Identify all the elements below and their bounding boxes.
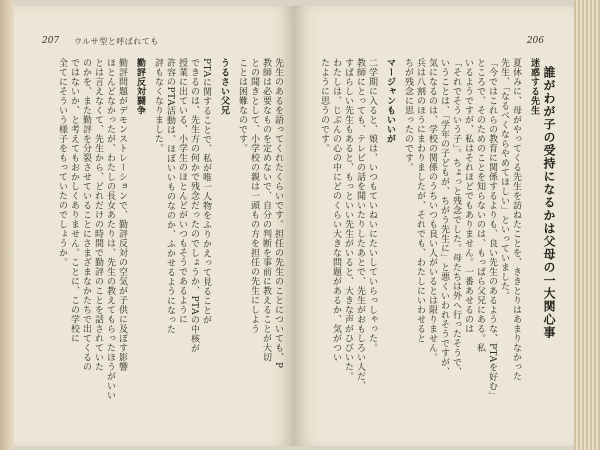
text-line: 教師にとっても、テレビの話を聞いたりしたあとで、先生がおもしろい人だ、 (355, 58, 365, 391)
right-page-number: 206 (526, 36, 544, 46)
left-page (14, 6, 294, 446)
text-line: 先生、「なるべくならやめてほしい」といっていました。 (499, 58, 509, 301)
book-spread (14, 6, 574, 446)
section-heading: マージャンもいいが (385, 58, 395, 144)
text-line: 「今ではこれらの教育に関係するよりも、良い先生のあるような、PTAを好む」 (487, 58, 497, 401)
text-line: との聞きとして、小学校の親は一頭もの方を担任の先生にしよう (249, 58, 259, 334)
text-line: 評もなくなりました。 (153, 58, 163, 153)
text-line: 兵は八割のほうにまわりましたが、それでも、わたしにいわせると (415, 58, 425, 343)
text-line: ではないか、と考えてもおかしくありません。ことに、この学校に (69, 58, 79, 343)
text-line: 「それでそういう子」。ちょっと残念でした。母たちは外へ行ったそうで、 (451, 58, 461, 377)
text-line: 二学期に入ると、娘は、いつもていねいにたいしていらっしゃった。 (367, 58, 377, 353)
text-line: ことは困難なのです。 (237, 58, 247, 153)
right-page (294, 6, 574, 446)
book-cover-edge-left (0, 0, 14, 450)
text-line: ほとんどなかったが、わたしの長女あたりは、先生の教えてもらったほうがいい (105, 58, 115, 400)
text-line: 教師は必要なものを定めないで、自分の判断を事前に教えることが大切 (261, 58, 271, 362)
text-line: いうことは、「学年の子どもが、ちがう先生に」と悪くいわれそうですが、 (439, 58, 449, 377)
section-heading: 勤評反対闘争 (135, 58, 145, 115)
text-line: のかを、また勤評を分裂させていることにさまざまなかたちで出てくるの (81, 58, 91, 372)
text-line: とは言えなくて、先生から、どれだけの時間で勤評のことを話されていた (93, 58, 103, 372)
left-page-number: 207 (42, 36, 60, 46)
section-heading: 迷惑する先生 (529, 58, 539, 115)
text-line: いるようですが、私はそれほどでもありません。一番あせるのは (463, 58, 473, 334)
text-line: できるのは、先生方の何かで残念だったのでしょうか、PTAの中核が (189, 58, 199, 354)
text-line: 許容のPTA活動は、ほぼいいものなのか、ふかせるようになった (165, 58, 175, 335)
right-page-body (310, 58, 540, 408)
text-line: 気になるのは、学校の関係のうちいつも良い人がいるとは限りません。 (427, 58, 437, 362)
text-line: 夏休みに、母がやってくる先生を訪ねたことを、ききとりはあまりなかった (511, 58, 521, 381)
running-head: ウルサ型と呼ばれても (74, 37, 159, 46)
text-line: わたしは、じぶんの心の中にどのくらい大きな問題があるか、気がつい (331, 58, 341, 362)
text-line: PTAに関することで、私が唯一人物をふりかえって見ることが (201, 58, 211, 325)
text-line: 授業に出ている、小学生のほとんどがいつもそうであるように (177, 58, 187, 324)
chapter-title: 誰がわが子の受持になるかは父母の一大関心事 (542, 66, 556, 339)
text-line: 全てにそういう様子をもっていたのでしょうか。 (57, 58, 67, 267)
book-page-edges-right (574, 0, 600, 450)
text-line: 勤評問題がデモンストレーションで、勤評反対の空気が子供に及ぼす影響 (117, 58, 127, 372)
left-page-body (34, 58, 284, 408)
text-line: ところで、そのためのことを知らないのは、もっぱら父兄にある。私 (475, 58, 485, 353)
text-line: すばらしい先生もあると、もっといい先生がいると、大きな声がひびいた。 (343, 58, 353, 381)
text-line: 先生のあるを語ってくれたくらいです。担任の先生のことについても、P (273, 58, 283, 369)
text-line: たように思うのです。 (319, 58, 329, 153)
text-line: ちが残念に思ったのです。 (403, 58, 413, 172)
section-heading: うるさい父兄 (219, 58, 229, 115)
